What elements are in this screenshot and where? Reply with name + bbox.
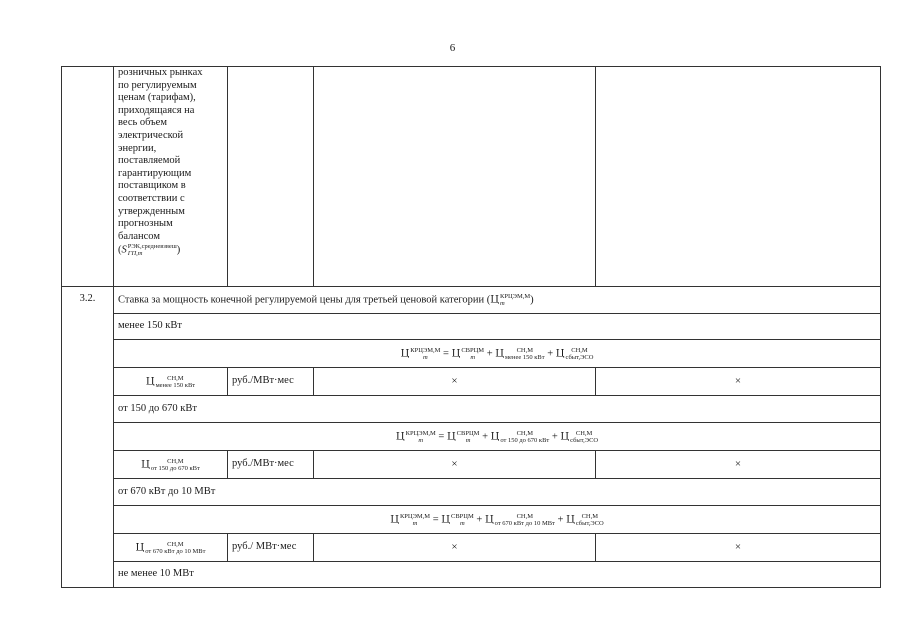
section-title: Ставка за мощность конечной регулируемой цены для третьей ценовой категории (118, 294, 485, 306)
value-symbol: Ц СН,М менее 150 кВт (114, 368, 228, 396)
section-title-row (62, 287, 881, 314)
continuation-line: поставляемой (118, 155, 181, 167)
page-number: 6 (449, 42, 456, 54)
group-title-row (62, 314, 881, 340)
section-number: 3.2. (62, 287, 114, 588)
value-symbol: Ц СН,М от 670 кВт до 10 МВт (114, 534, 228, 562)
value-cell-1: × (314, 368, 596, 396)
group-title-row (62, 479, 881, 506)
formula-row (62, 506, 881, 534)
value-unit: руб./ МВт·мес (228, 534, 314, 562)
continuation-line: розничных рынках (118, 67, 203, 78)
value-cell-1: × (314, 534, 596, 562)
value-unit: руб./МВт·мес (228, 368, 314, 396)
value-cell-1: × (314, 451, 596, 479)
continuation-line: ценам (тарифам), (118, 92, 196, 104)
continuation-line: прогнозным (118, 218, 173, 230)
group-title: не менее 10 МВт (114, 562, 881, 588)
continuation-row (62, 67, 881, 287)
group-title-row (62, 396, 881, 423)
continuation-lines (118, 67, 223, 243)
tariff-table (61, 66, 881, 588)
continuation-symbol: (S РЭК,средневзвеш ГП,m ) (118, 243, 181, 258)
continuation-line: балансом (118, 230, 160, 242)
formula-row (62, 340, 881, 368)
value-row (62, 534, 881, 562)
continuation-line: приходящаяся на (118, 104, 195, 116)
continuation-line: соответствии с (118, 192, 185, 204)
formula-row (62, 423, 881, 451)
continuation-unit-cell (228, 67, 314, 287)
value-row (62, 368, 881, 396)
group-title: от 150 до 670 кВт (114, 396, 881, 423)
value-cell-2: × (596, 451, 881, 479)
formula: Ц КРЦЭМ,М m = Ц СВРЦМ m + Ц СН,М от 150 до 670 кВт + Ц СН,М сбыт,ЭСО (114, 423, 881, 451)
continuation-line: весь объем (118, 117, 167, 129)
continuation-value-cell-1 (314, 67, 596, 287)
continuation-line: гарантирующим (118, 167, 192, 179)
continuation-line: утвержденным (118, 205, 185, 217)
value-cell-2: × (596, 534, 881, 562)
formula: Ц КРЦЭМ,М m = Ц СВРЦМ m + Ц СН,М от 670 кВт до 10 МВт + Ц СН,М сбыт,ЭСО (114, 506, 881, 534)
continuation-number-cell (62, 67, 114, 287)
formula: Ц КРЦЭМ,М m = Ц СВРЦМ m + Ц СН,М менее 150 кВт + Ц СН,М сбыт,ЭСО (114, 340, 881, 368)
group-title: менее 150 кВт (114, 314, 881, 340)
value-row (62, 451, 881, 479)
section-title-cell: Ставка за мощность конечной регулируемой цены для третьей ценовой категории (Ц КРЦЭМ,М m ) (114, 287, 881, 314)
continuation-value-cell-2 (596, 67, 881, 287)
value-cell-2: × (596, 368, 881, 396)
continuation-line: электрической (118, 129, 184, 141)
continuation-line: поставщиком в (118, 180, 186, 192)
value-unit: руб./МВт·мес (228, 451, 314, 479)
continuation-line: энергии, (118, 142, 157, 154)
continuation-line: по регулируемым (118, 79, 197, 91)
group-title-row (62, 562, 881, 588)
continuation-description-cell (114, 67, 228, 287)
value-symbol: Ц СН,М от 150 до 670 кВт (114, 451, 228, 479)
group-title: от 670 кВт до 10 МВт (114, 479, 881, 506)
